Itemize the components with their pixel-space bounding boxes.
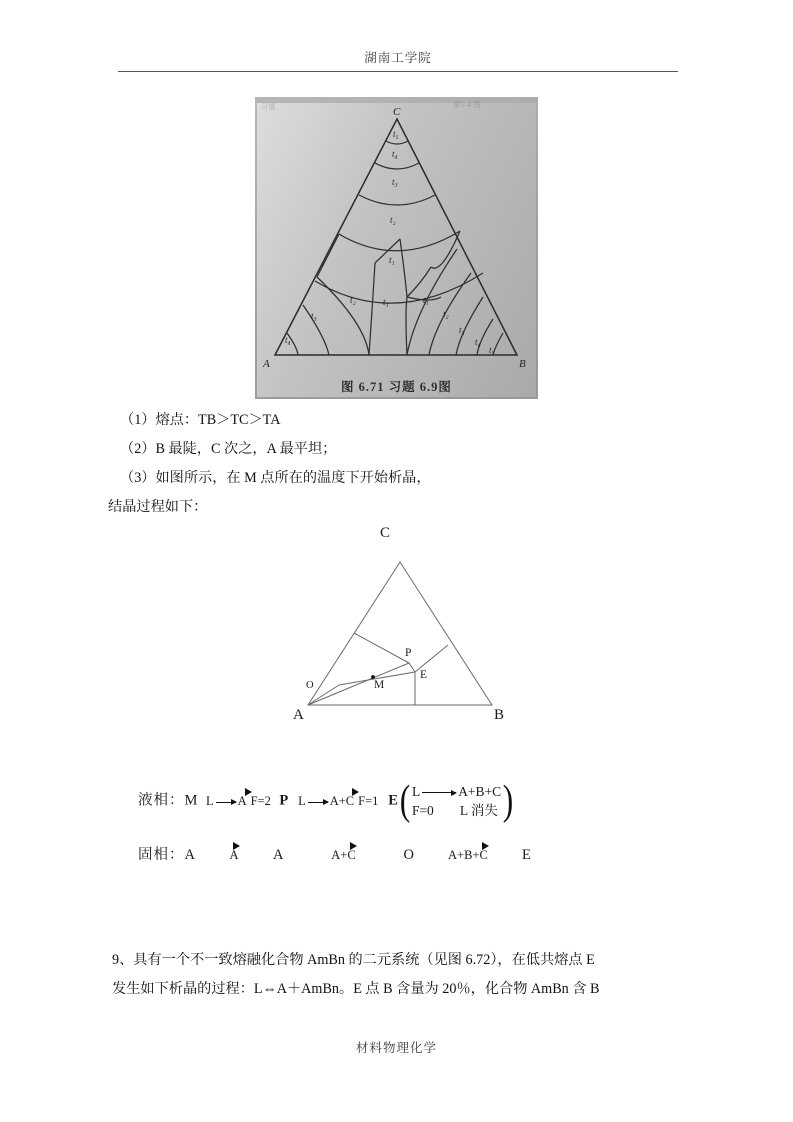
diagram-point-e: E bbox=[420, 669, 428, 681]
photo-isotherm-label: t₄ bbox=[392, 149, 398, 159]
solid-arrow-3 bbox=[414, 846, 522, 864]
liquid-node-e: E bbox=[388, 792, 398, 809]
question9-line-1: 9、具有一个不一致熔融化合物 AmBn 的二元系统（见图 6.72），在低共熔点 E bbox=[112, 952, 595, 968]
solid-arrow-2-above: A+C bbox=[331, 848, 356, 863]
answer-line-2: （2）B 最陡，C 次之，A 最平坦； bbox=[120, 441, 337, 457]
photo-isotherm-label: t₃ bbox=[311, 311, 317, 321]
liquid-arrow-2 bbox=[288, 792, 388, 810]
eutectic-freedom: F=0 bbox=[411, 803, 434, 818]
bracket-open-paren: ( bbox=[399, 778, 411, 824]
liquid-node-m: M bbox=[184, 792, 198, 809]
photo-isotherm-label: t₁ bbox=[383, 297, 389, 307]
solid-arrow-3-above: A+B+C bbox=[448, 848, 488, 863]
figure-caption: 图 6.71 习题 6.9图 bbox=[341, 380, 452, 394]
eutectic-reactant: L bbox=[411, 784, 421, 799]
crystallization-path-diagram bbox=[270, 525, 535, 740]
solid-arrow-1 bbox=[195, 846, 273, 864]
liquid-arrow-2-below: F=1 bbox=[358, 794, 379, 808]
liquid-arrow-1-product: A bbox=[237, 794, 247, 808]
photo-isotherm-label: t₃ bbox=[392, 177, 398, 187]
liquid-inline-arrow-1 bbox=[216, 802, 236, 803]
photo-isotherm-label: t₂ bbox=[390, 215, 396, 225]
liquid-node-p: P bbox=[279, 792, 289, 809]
solid-node-start: A bbox=[184, 847, 195, 863]
eutectic-liquid-vanish: L 消失 bbox=[459, 803, 498, 818]
solid-node-e: E bbox=[521, 847, 531, 863]
bracket-close-paren: ) bbox=[502, 778, 514, 824]
photo-diagram-vector bbox=[255, 97, 538, 399]
liquid-arrow-1-reactant: L bbox=[205, 794, 214, 808]
solid-arrow-1-above: A bbox=[229, 848, 239, 863]
photo-isotherm-label: t₂ bbox=[443, 309, 449, 319]
liquid-arrow-1-above bbox=[206, 794, 247, 808]
solid-phase-flow bbox=[138, 843, 531, 864]
answer-line-3: （3）如图所示，在 M 点所在的温度下开始析晶， bbox=[120, 470, 431, 486]
photo-isotherm-label: t₁ bbox=[389, 255, 395, 265]
liquid-arrow-2-reactant: L bbox=[298, 794, 306, 808]
photo-isotherm-label: t₅ bbox=[393, 129, 399, 139]
page-footer: 材料物理化学 bbox=[355, 1041, 437, 1055]
photo-vertex-c: C bbox=[393, 106, 401, 118]
photo-isotherm-label: t₁ bbox=[423, 295, 429, 305]
photo-isotherm-label: t₄ bbox=[285, 335, 291, 345]
diagram-vertex-b: B bbox=[494, 707, 505, 723]
solid-phase-label: 固相： bbox=[138, 847, 185, 863]
liquid-inline-arrow-2 bbox=[308, 802, 328, 803]
eutectic-product: A+B+C bbox=[458, 784, 502, 799]
question9-line-2: 发生如下析晶的过程：L⇔A＋AmBn。E 点 B 含量为 20％，化合物 AmBn 含 B bbox=[112, 981, 600, 997]
photo-isotherm-label: t₂ bbox=[350, 295, 356, 305]
scanned-phase-diagram-photo bbox=[255, 97, 538, 399]
photo-ghost-text-left: 习题 bbox=[261, 103, 276, 111]
diagram-vertex-c: C bbox=[380, 525, 391, 541]
liquid-arrow-2-above bbox=[298, 794, 354, 808]
photo-vertex-b: B bbox=[519, 358, 526, 370]
photo-ghost-text-right: 第5-4 图 bbox=[453, 101, 482, 109]
diagram-point-p: P bbox=[405, 647, 412, 659]
photo-isotherm-label: t₄ bbox=[475, 337, 481, 347]
liquid-arrow-1 bbox=[197, 792, 279, 810]
header-divider bbox=[118, 71, 678, 72]
photo-isotherm-label: t₅ bbox=[489, 345, 495, 355]
page-header: 湖南工学院 bbox=[364, 51, 432, 65]
answer-line-1: （1）熔点：TB＞TC＞TA bbox=[120, 412, 281, 428]
diagram-point-o: O bbox=[306, 680, 314, 691]
liquid-phase-label: 液相： bbox=[138, 792, 185, 809]
liquid-arrow-1-below: F=2 bbox=[250, 794, 271, 808]
solid-node-o: O bbox=[403, 847, 414, 863]
eutectic-reaction-top bbox=[412, 782, 501, 801]
solid-arrow-2 bbox=[283, 846, 403, 864]
answer-line-4: 结晶过程如下： bbox=[108, 499, 208, 515]
photo-isotherm-label: t₃ bbox=[459, 325, 465, 335]
liquid-arrow-2-product: A+C bbox=[329, 794, 355, 808]
diagram-vertex-a: A bbox=[293, 707, 304, 723]
photo-vertex-a: A bbox=[263, 358, 270, 370]
eutectic-inline-arrow bbox=[422, 792, 456, 793]
eutectic-reaction-bottom bbox=[412, 801, 501, 820]
diagram-point-m: M bbox=[374, 679, 385, 691]
solid-node-a: A bbox=[272, 847, 284, 863]
eutectic-reaction-block bbox=[412, 782, 501, 820]
liquid-phase-flow bbox=[138, 778, 515, 824]
